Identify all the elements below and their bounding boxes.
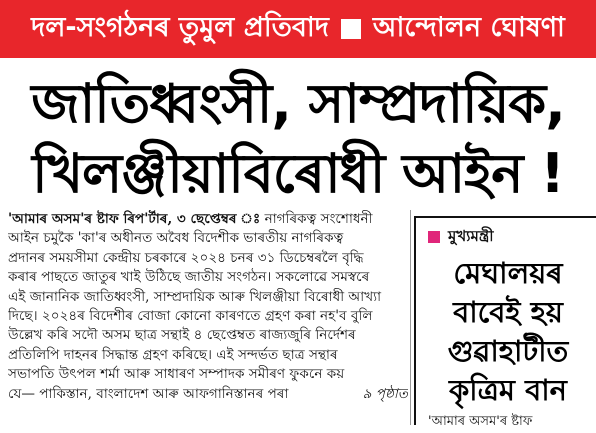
story-line: প্ৰতিলিপি দাহনৰ সিদ্ধান্ত গ্ৰহণ কৰিছে। এই সন্দৰ্ভত ছাত্ৰ সন্থাৰ [8,346,338,363]
square-bullet-icon [428,231,440,243]
sidebar-headline-line: গুৱাহাটীত [447,334,569,368]
story-line: প্ৰদানৰ সময়সীমা কেন্দ্ৰীয় চৰকাৰে ২০২৪ চনৰ ৩১ ডিচেম্বৰলৈ বৃদ্ধি [8,249,364,266]
story-line: যে— পাকিস্তান, বাংলাদেশ আৰু আফগানিস্তানৰ পৰা [8,385,289,402]
continued-page-ref: ৯ পৃষ্ঠাত [362,385,408,402]
story-line: নাগৰিকত্ব সংশোধনী [264,211,373,227]
story-body [8,210,408,404]
column-divider [410,210,411,425]
sidebar-headline-line: কৃত্ৰিম বান [449,373,567,407]
sidebar-story [414,216,596,429]
sidebar-byline: 'আমাৰ অসম'ৰ ষ্টাফ [428,414,533,429]
story-dateline: 'আমাৰ অসম'ৰ ষ্টাফ ৰিপ'ৰ্টাৰ, ৩ ছেপ্তেম্বৰ ঃ [8,211,261,227]
banner-left-text: দল-সংগঠনৰ তুমুল প্ৰতিবাদ [31,11,329,43]
sidebar-headline-line: মেঘালয়ৰ [453,256,563,290]
story-line: সভাপতি উৎপল শৰ্মা আৰু সাধাৰণ সম্পাদক সমীৰণ ফুকনে কয় [8,366,345,383]
headline-line-2: খিলঞ্জীয়াবিৰোধী আইন ! [32,142,564,205]
story-line: আইন চমুকৈ 'কা'ৰ অধীনত অবৈধ বিদেশীক ভাৰতীয় নাগৰিকত্ব [8,230,344,247]
banner-right-text: আন্দোলন ঘোষণা [372,11,565,43]
square-bullet-icon [341,19,361,39]
sidebar-headline [428,254,588,410]
story-line: দিছে। ২০২৪ৰ বিদেশীৰ বোজা কোনো কাৰণতে গ্ৰহণ কৰা নহ'ব বুলি [8,308,373,325]
story-line: কৰাৰ পাছতে জাতুৰ খাই উঠিছে জাতীয় সংগঠন। সকলোৱে সমস্বৰে [8,269,370,286]
sidebar-kicker [428,224,596,250]
sidebar-kicker-label: মুখ্যমন্ত্ৰী [448,226,494,245]
story-line: উল্লেখ কৰি সদৌ অসম ছাত্ৰ সন্থাই ৪ ছেপ্তেম্বত ৰাজ্যজুৰি নিৰ্দেশৰ [8,327,356,344]
headline-line-1: জাতিধ্বংসী, সাম্প্ৰদায়িক, [31,72,565,135]
story-line: এই জানানিক জাতিধ্বংসী, সাম্প্ৰদায়িক আৰু খিলঞ্জীয়া বিৰোধী আখ্যা [8,288,382,305]
sidebar-headline-line: বাবেই হয় [453,295,563,329]
banner-strip [0,0,596,58]
